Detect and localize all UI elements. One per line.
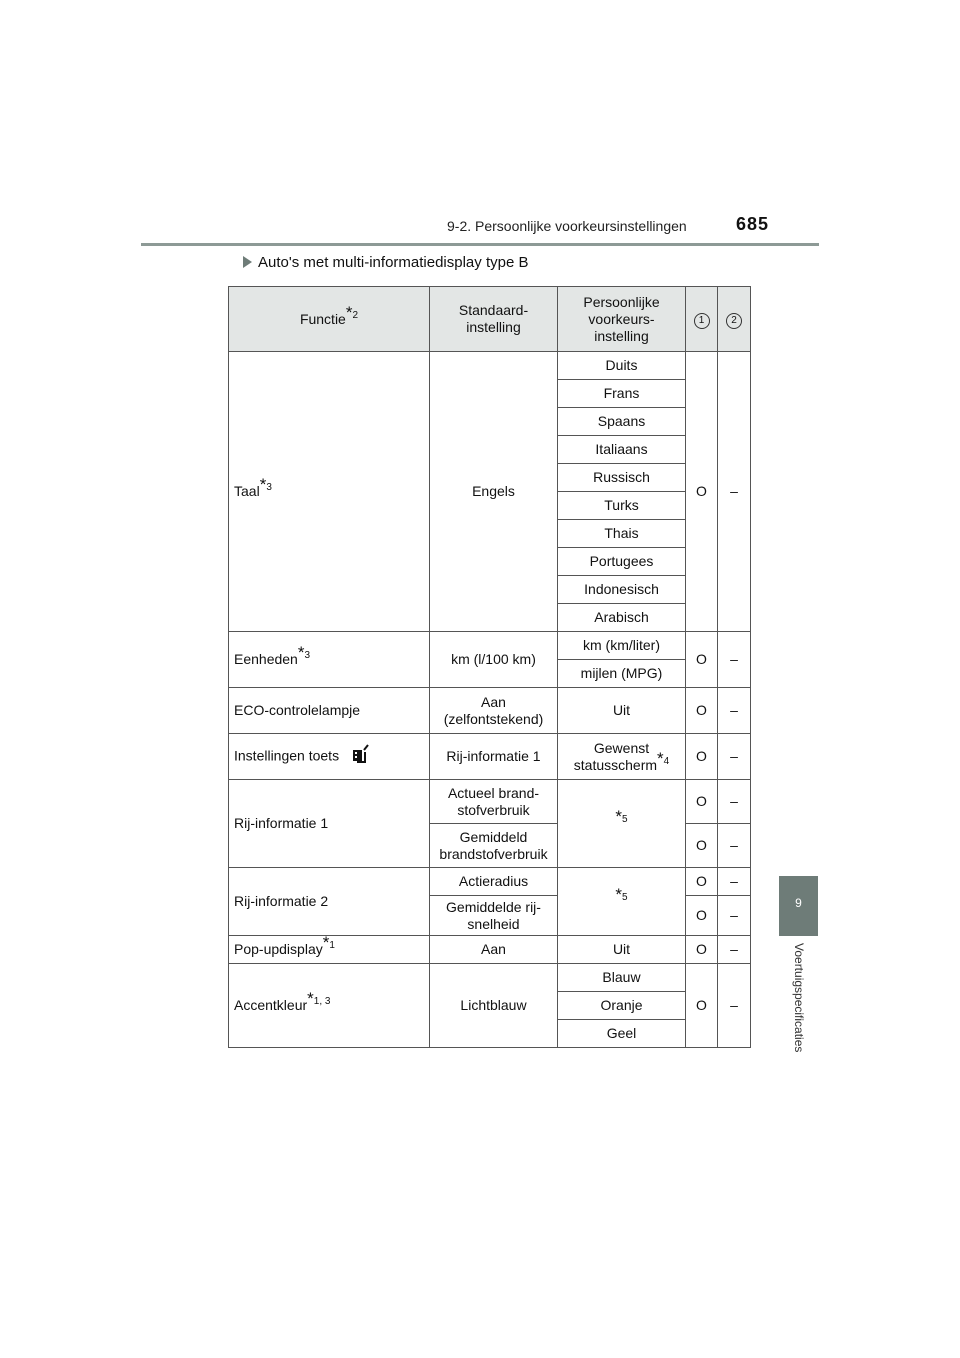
row-label-accent: Accentkleur$^{*1, 3}$: [229, 964, 430, 1048]
col2-mark: –: [718, 936, 751, 964]
col2-mark: –: [718, 352, 751, 632]
table-header-row: [229, 287, 751, 352]
col1-mark: O: [686, 936, 718, 964]
col1-mark: O: [686, 734, 718, 780]
row-label-rij1: Rij-informatie 1: [229, 780, 430, 868]
page-number: 685: [736, 214, 770, 234]
row-label-eenheden: Eenheden$^{*3}$: [229, 632, 430, 688]
col2-mark: –: [718, 868, 751, 896]
col1-mark: O: [686, 632, 718, 688]
default-eco: Aan (zelfontstekend): [430, 688, 558, 734]
rij1-note: *5: [558, 780, 686, 868]
rij1-item: Gemiddeld brandstofverbruik: [430, 824, 558, 868]
row-label-instellingen: Instellingen toets: [229, 734, 430, 780]
option-cell: Portugees: [558, 548, 686, 576]
option-cell: Arabisch: [558, 604, 686, 632]
col2-mark: –: [718, 780, 751, 824]
col1-mark: O: [686, 868, 718, 896]
option-cell: Uit: [558, 688, 686, 734]
option-cell: Frans: [558, 380, 686, 408]
circled-1-icon: 1: [694, 313, 710, 329]
col1-mark: O: [686, 964, 718, 1048]
settings-display-icon: [351, 744, 371, 770]
option-cell: Russisch: [558, 464, 686, 492]
row-label-rij2: Rij-informatie 2: [229, 868, 430, 936]
default-taal: Engels: [430, 352, 558, 632]
col2-mark: –: [718, 964, 751, 1048]
table-subheading: [243, 254, 528, 271]
col1-mark: O: [686, 780, 718, 824]
col2-mark: –: [718, 824, 751, 868]
option-cell: Uit: [558, 936, 686, 964]
col2-mark: –: [718, 896, 751, 936]
option-cell: Thais: [558, 520, 686, 548]
table-row: [229, 688, 751, 734]
table-row: [229, 734, 751, 780]
col1-mark: O: [686, 824, 718, 868]
chapter-tab-number: 9: [795, 896, 802, 910]
table-row: [229, 632, 751, 660]
chapter-side-label: [792, 943, 808, 1083]
option-cell: km (km/liter): [558, 632, 686, 660]
header-functie: Functie$^{*2}$: [229, 287, 430, 352]
col2-mark: –: [718, 688, 751, 734]
col1-mark: O: [686, 688, 718, 734]
table-row: [229, 352, 751, 380]
subheading-text: Auto's met multi-informatiedisplay type B: [258, 254, 529, 271]
row-label-eco: ECO-controlelampje: [229, 688, 430, 734]
row-label-popup: Pop-updisplay$^{*1}$: [229, 936, 430, 964]
chapter-side-label-text: Voertuigspecificaties: [792, 943, 806, 1053]
triangle-bullet-icon: [243, 256, 252, 268]
default-eenheden: km (l/100 km): [430, 632, 558, 688]
option-cell: Gewenst statusscherm$^{*4}$: [558, 734, 686, 780]
option-cell: Italiaans: [558, 436, 686, 464]
col1-mark: O: [686, 352, 718, 632]
option-cell: Duits: [558, 352, 686, 380]
default-instellingen: Rij-informatie 1: [430, 734, 558, 780]
rij2-note: *5: [558, 868, 686, 936]
header-col-1: [686, 287, 718, 352]
option-cell: Oranje: [558, 992, 686, 1020]
default-popup: Aan: [430, 936, 558, 964]
option-cell: Blauw: [558, 964, 686, 992]
col2-mark: –: [718, 734, 751, 780]
table-row: [229, 964, 751, 992]
table-row: [229, 868, 751, 896]
option-cell: Turks: [558, 492, 686, 520]
header-persoonlijk: Persoonlijke voorkeurs- instelling: [558, 287, 686, 352]
rij2-item: Gemiddelde rij- snelheid: [430, 896, 558, 936]
settings-table: [228, 286, 751, 1048]
row-label-taal: Taal$^{*3}$: [229, 352, 430, 632]
header-section-title: 9-2. Persoonlijke voorkeursinstellingen: [447, 218, 687, 234]
table-row: [229, 936, 751, 964]
option-cell: Indonesisch: [558, 576, 686, 604]
col2-mark: –: [718, 632, 751, 688]
option-cell: mijlen (MPG): [558, 660, 686, 688]
rij2-item: Actieradius: [430, 868, 558, 896]
table-row: [229, 780, 751, 824]
col1-mark: O: [686, 896, 718, 936]
header-divider: [141, 243, 819, 246]
header-standaard: Standaard- instelling: [430, 287, 558, 352]
circled-2-icon: 2: [726, 313, 742, 329]
rij1-item: Actueel brand- stofverbruik: [430, 780, 558, 824]
option-cell: Geel: [558, 1020, 686, 1048]
option-cell: Spaans: [558, 408, 686, 436]
default-accent: Lichtblauw: [430, 964, 558, 1048]
header-col-2: [718, 287, 751, 352]
